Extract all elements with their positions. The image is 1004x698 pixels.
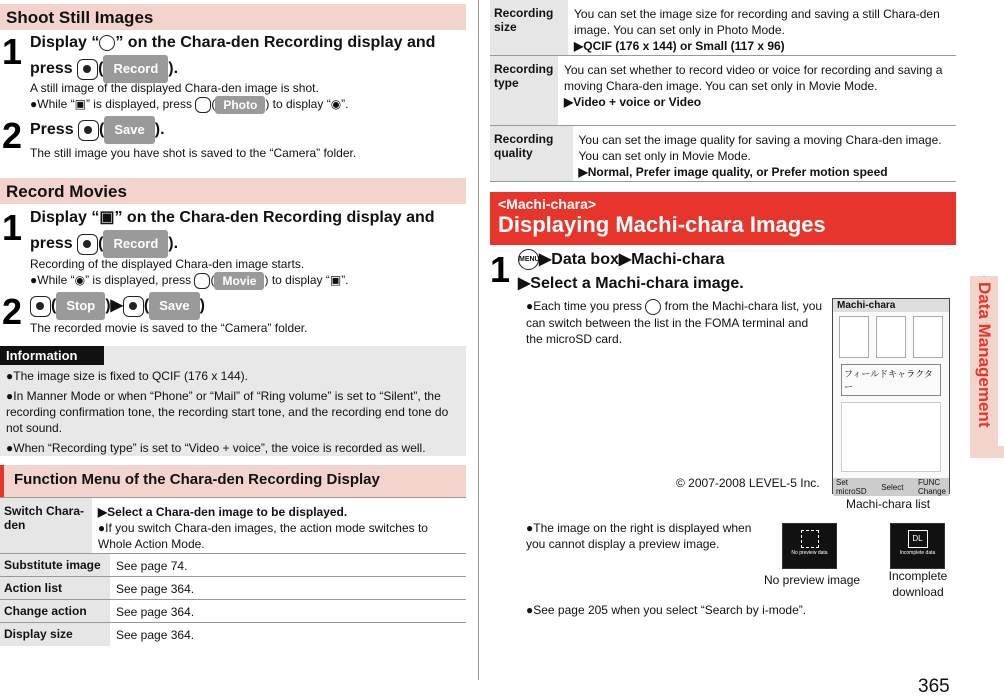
center-key-icon: [77, 59, 98, 80]
machi-chara-subtitle: <Machi-chara>: [498, 196, 597, 212]
recording-settings-table: [490, 0, 956, 182]
center-key-icon: [78, 120, 99, 141]
camera-mode-icon: ◉: [74, 273, 86, 288]
shoot-step1-text: Display “ ” on the Chara-den Recording display and press ( Record ).: [30, 31, 460, 83]
step-1-number: 1: [490, 249, 511, 290]
step-2-number: 2: [2, 115, 23, 156]
table-row: [490, 56, 956, 126]
list-area: [841, 402, 941, 472]
machi-bullet-2: ●The image on the right is displayed when you cannot display a preview image.: [526, 521, 752, 551]
table-row: [0, 577, 466, 600]
shoot-step1-desc: A still image of the displayed Chara-den image is shot.: [30, 81, 319, 95]
information-label: Information: [0, 346, 104, 365]
save-softkey: Save: [149, 292, 199, 320]
stop-softkey: Stop: [56, 292, 105, 320]
movie-mode-icon: ▣: [329, 273, 342, 288]
center-key-icon: [123, 296, 144, 317]
info-bullet: ●The image size is fixed to QCIF (176 x 144).: [6, 369, 249, 383]
side-tab-data-management: Data Management: [970, 276, 998, 446]
table-row-body: See page 364.: [116, 628, 195, 642]
download-icon: DL: [908, 530, 928, 548]
shoot-section-title: Shoot Still Images: [0, 4, 466, 30]
table-row-head: Switch Chara-den: [0, 498, 92, 553]
caption-no-preview: No preview image: [764, 573, 861, 587]
machi-step1-text: MENU▶Data box▶Machi-chara ▶Select a Machi-chara image.: [518, 251, 744, 292]
table-row-head: Display size: [0, 623, 110, 646]
step-1-number: 1: [2, 207, 23, 248]
chara-thumbnail[interactable]: [839, 316, 869, 358]
table-row: [490, 126, 956, 182]
camera-icon: [99, 35, 115, 51]
table-row: [0, 554, 466, 577]
table-row-body: See page 364.: [116, 605, 195, 619]
chara-thumbnails: [833, 312, 949, 362]
table-row-body: You can set the image quality for saving a moving Chara-den image. You can set only in Movie Mode. ▶Normal, Prefer image quality, or Prefer motion speed: [578, 133, 942, 179]
page-number: 365: [918, 676, 950, 697]
caption-machi-chara-list: Machi-chara list: [846, 497, 931, 511]
record-step2-desc: The recorded movie is saved to the “Camera” folder.: [30, 321, 308, 335]
info-bullet: ●In Manner Mode or when “Phone” or “Mail” of “Ring volume” is set to “Silent”, the recording confirmation tone, the recording start tone, and the recording end tone do not sound.: [6, 389, 449, 435]
movie-softkey: Movie: [214, 272, 264, 290]
table-row-body: You can set the image size for recording and saving a still Chara-den image. You can set only in Photo Mode. ▶QCIF (176 x 144) or Small (117 x 96): [574, 7, 940, 53]
softkey-right[interactable]: FUNC Change: [917, 478, 946, 496]
movie-camera-icon: ▣: [99, 209, 115, 226]
function-menu-table: [0, 497, 466, 646]
incomplete-download-thumbnail: DL Incomplete data: [890, 523, 945, 569]
softkey-left[interactable]: Set microSD: [836, 478, 867, 496]
table-row-body: You can set whether to record video or voice for recording and saving a moving Chara-den image. You can set only in Movie Mode. ▶Video + voice or Video: [563, 63, 943, 109]
table-row-body: See page 364.: [116, 582, 195, 596]
function-menu-title: Function Menu of the Chara-den Recording Display: [0, 465, 466, 497]
camera-key-icon: [194, 273, 210, 289]
shoot-step2-text: Press ( Save ).: [30, 116, 460, 144]
screen-title: Machi-chara: [833, 299, 949, 312]
no-preview-icon: [801, 530, 819, 548]
machi-chara-title: Displaying Machi-chara Images: [498, 212, 826, 237]
camera-mode-icon: ◉: [330, 97, 342, 112]
movie-mode-icon: ▣: [74, 97, 86, 112]
machi-bullet-3: ●See page 205 when you select “Search by i-mode”.: [526, 603, 807, 617]
photo-softkey: Photo: [215, 96, 265, 114]
step-1-number: 1: [2, 31, 23, 72]
center-key-icon: [30, 296, 51, 317]
copyright: © 2007-2008 LEVEL-5 Inc.: [676, 476, 820, 490]
table-row-head: Recording size: [490, 0, 568, 55]
center-key-icon: [77, 234, 98, 255]
softkey-bar: [833, 478, 949, 496]
record-step1-text: Display “▣” on the Chara-den Recording display and press ( Record ).: [30, 206, 460, 258]
save-softkey: Save: [104, 116, 154, 144]
table-row: [490, 0, 956, 56]
machi-chara-title-bar: [490, 192, 956, 245]
table-row-head: Substitute image: [0, 554, 110, 576]
shoot-step2-desc: The still image you have shot is saved to the “Camera” folder.: [30, 146, 357, 160]
chara-thumbnail[interactable]: [876, 316, 906, 358]
record-step1-bullet: ●While “◉” is displayed, press ( Movie ) to display “▣”.: [30, 273, 349, 288]
selected-chara-label: フィールドキャラクター: [841, 364, 941, 396]
chara-thumbnail[interactable]: [913, 316, 943, 358]
record-softkey: Record: [103, 55, 168, 83]
table-row-body: See page 74.: [116, 559, 188, 573]
table-row: [0, 498, 466, 554]
table-row: [0, 623, 466, 646]
table-row-body: ▶Select a Chara-den image to be displayed. ●If you switch Chara-den images, the action mode switches to Whole Action Mode.: [97, 505, 428, 551]
record-section-title: Record Movies: [0, 178, 466, 204]
table-row-head: Recording quality: [490, 126, 573, 181]
information-box: [0, 346, 466, 456]
side-tab-strip: [970, 446, 1004, 458]
softkey-center[interactable]: Select: [881, 482, 904, 492]
record-step1-desc: Recording of the displayed Chara-den image starts.: [30, 257, 305, 271]
table-row-head: Recording type: [490, 56, 558, 125]
caption-incomplete-download: Incomplete download: [888, 569, 948, 599]
info-bullet: ●When “Recording type” is set to “Video + voice”, the voice is recorded as well.: [6, 441, 426, 455]
machi-bullet-1: ●Each time you press from the Machi-chara list, you can switch between the list in the FOMA terminal and the microSD card.: [526, 299, 823, 346]
machi-chara-list-screen: [832, 298, 950, 494]
table-row-head: Change action: [0, 600, 110, 622]
record-softkey: Record: [103, 230, 168, 258]
record-step2-text: ( Stop )▶ ( Save ): [30, 292, 460, 320]
table-row-head: Action list: [0, 577, 110, 599]
no-preview-thumbnail: No preview data: [782, 523, 837, 569]
step-2-number: 2: [2, 291, 23, 332]
table-row: [0, 600, 466, 623]
shoot-step1-bullet: ●While “▣” is displayed, press ( Photo ) to display “◉”.: [30, 97, 349, 112]
column-divider: [478, 0, 479, 680]
menu-key-icon: [645, 299, 661, 315]
menu-key-icon: MENU: [518, 249, 539, 270]
camera-key-icon: [195, 97, 211, 113]
